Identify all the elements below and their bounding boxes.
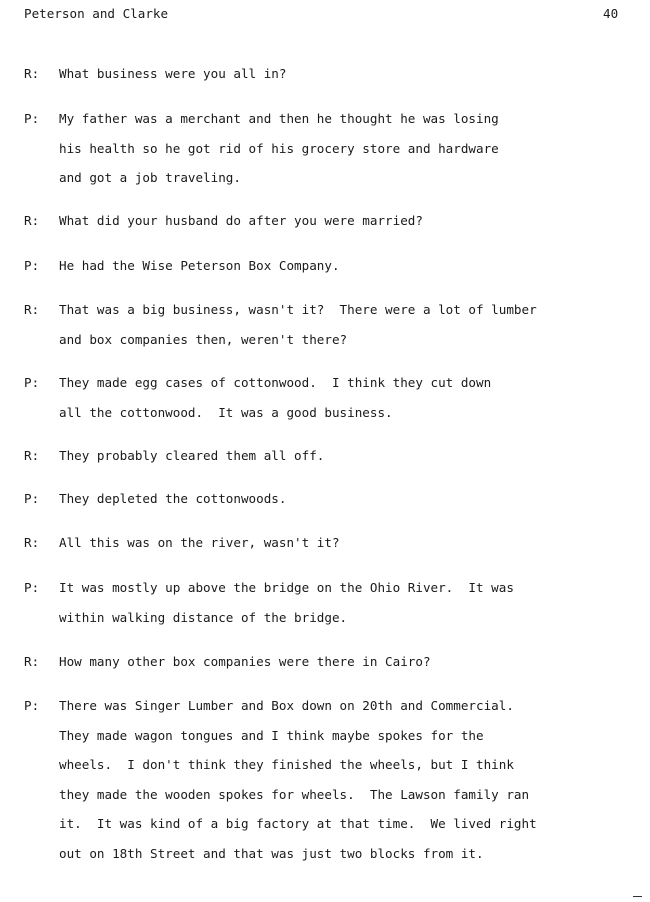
speaker-label: P: — [24, 580, 40, 595]
speaker-label: R: — [24, 535, 40, 550]
page-number: 40 — [603, 6, 619, 21]
speaker-label: P: — [24, 258, 40, 273]
utterance-line: How many other box companies were there in Cairo? — [59, 654, 431, 669]
speaker-label: P: — [24, 375, 40, 390]
speaker-label: P: — [24, 698, 40, 713]
utterance-line: his health so he got rid of his grocery store and hardware — [59, 140, 499, 156]
utterance-line: all the cottonwood. It was a good business. — [59, 404, 393, 420]
utterance — [59, 258, 340, 288]
utterance-line: and box companies then, weren't there? — [59, 331, 348, 347]
speaker-label: P: — [24, 491, 40, 506]
utterance-line: He had the Wise Peterson Box Company. — [59, 258, 340, 273]
speaker-label: R: — [24, 448, 40, 463]
utterance — [59, 375, 491, 434]
utterance-line: What business were you all in? — [59, 66, 287, 81]
utterance-line: wheels. I don't think they finished the wheels, but I think — [59, 757, 514, 772]
utterance — [59, 448, 324, 478]
utterance-line: That was a big business, wasn't it? There were a lot of lumber — [59, 302, 537, 317]
utterance-line: They made egg cases of cottonwood. I think they cut down — [59, 375, 492, 390]
utterance — [59, 491, 286, 521]
utterance — [59, 111, 499, 200]
utterance — [59, 302, 537, 361]
utterance-line: All this was on the river, wasn't it? — [59, 535, 340, 550]
utterance — [59, 698, 537, 875]
utterance — [59, 535, 340, 565]
speaker-label: P: — [24, 111, 40, 126]
speaker-label: R: — [24, 302, 40, 317]
utterance-line: They made wagon tongues and I think maybe spokes for the — [59, 727, 484, 743]
speaker-label: R: — [24, 213, 40, 228]
utterance — [59, 654, 431, 684]
utterance-line: They depleted the cottonwoods. — [59, 491, 287, 506]
utterance — [59, 580, 514, 639]
utterance — [59, 213, 423, 243]
utterance-line: within walking distance of the bridge. — [59, 609, 348, 625]
margin-mark — [633, 896, 642, 897]
utterance-line: it. It was kind of a big factory at that time. We lived right — [59, 816, 537, 831]
utterance-line: There was Singer Lumber and Box down on 20th and Commercial. — [59, 698, 514, 713]
utterance-line: out on 18th Street and that was just two blocks from it. — [59, 845, 484, 861]
utterance-line: They probably cleared them all off. — [59, 448, 325, 463]
running-header: Peterson and Clarke — [24, 6, 169, 21]
utterance-line: It was mostly up above the bridge on the Ohio River. It was — [59, 580, 514, 595]
utterance-line: What did your husband do after you were married? — [59, 213, 423, 228]
utterance-line: and got a job traveling. — [59, 170, 241, 185]
utterance-line: My father was a merchant and then he thought he was losing — [59, 111, 499, 126]
speaker-label: R: — [24, 66, 40, 81]
utterance-line: they made the wooden spokes for wheels. The Lawson family ran — [59, 786, 530, 802]
utterance — [59, 66, 286, 96]
speaker-label: R: — [24, 654, 40, 669]
